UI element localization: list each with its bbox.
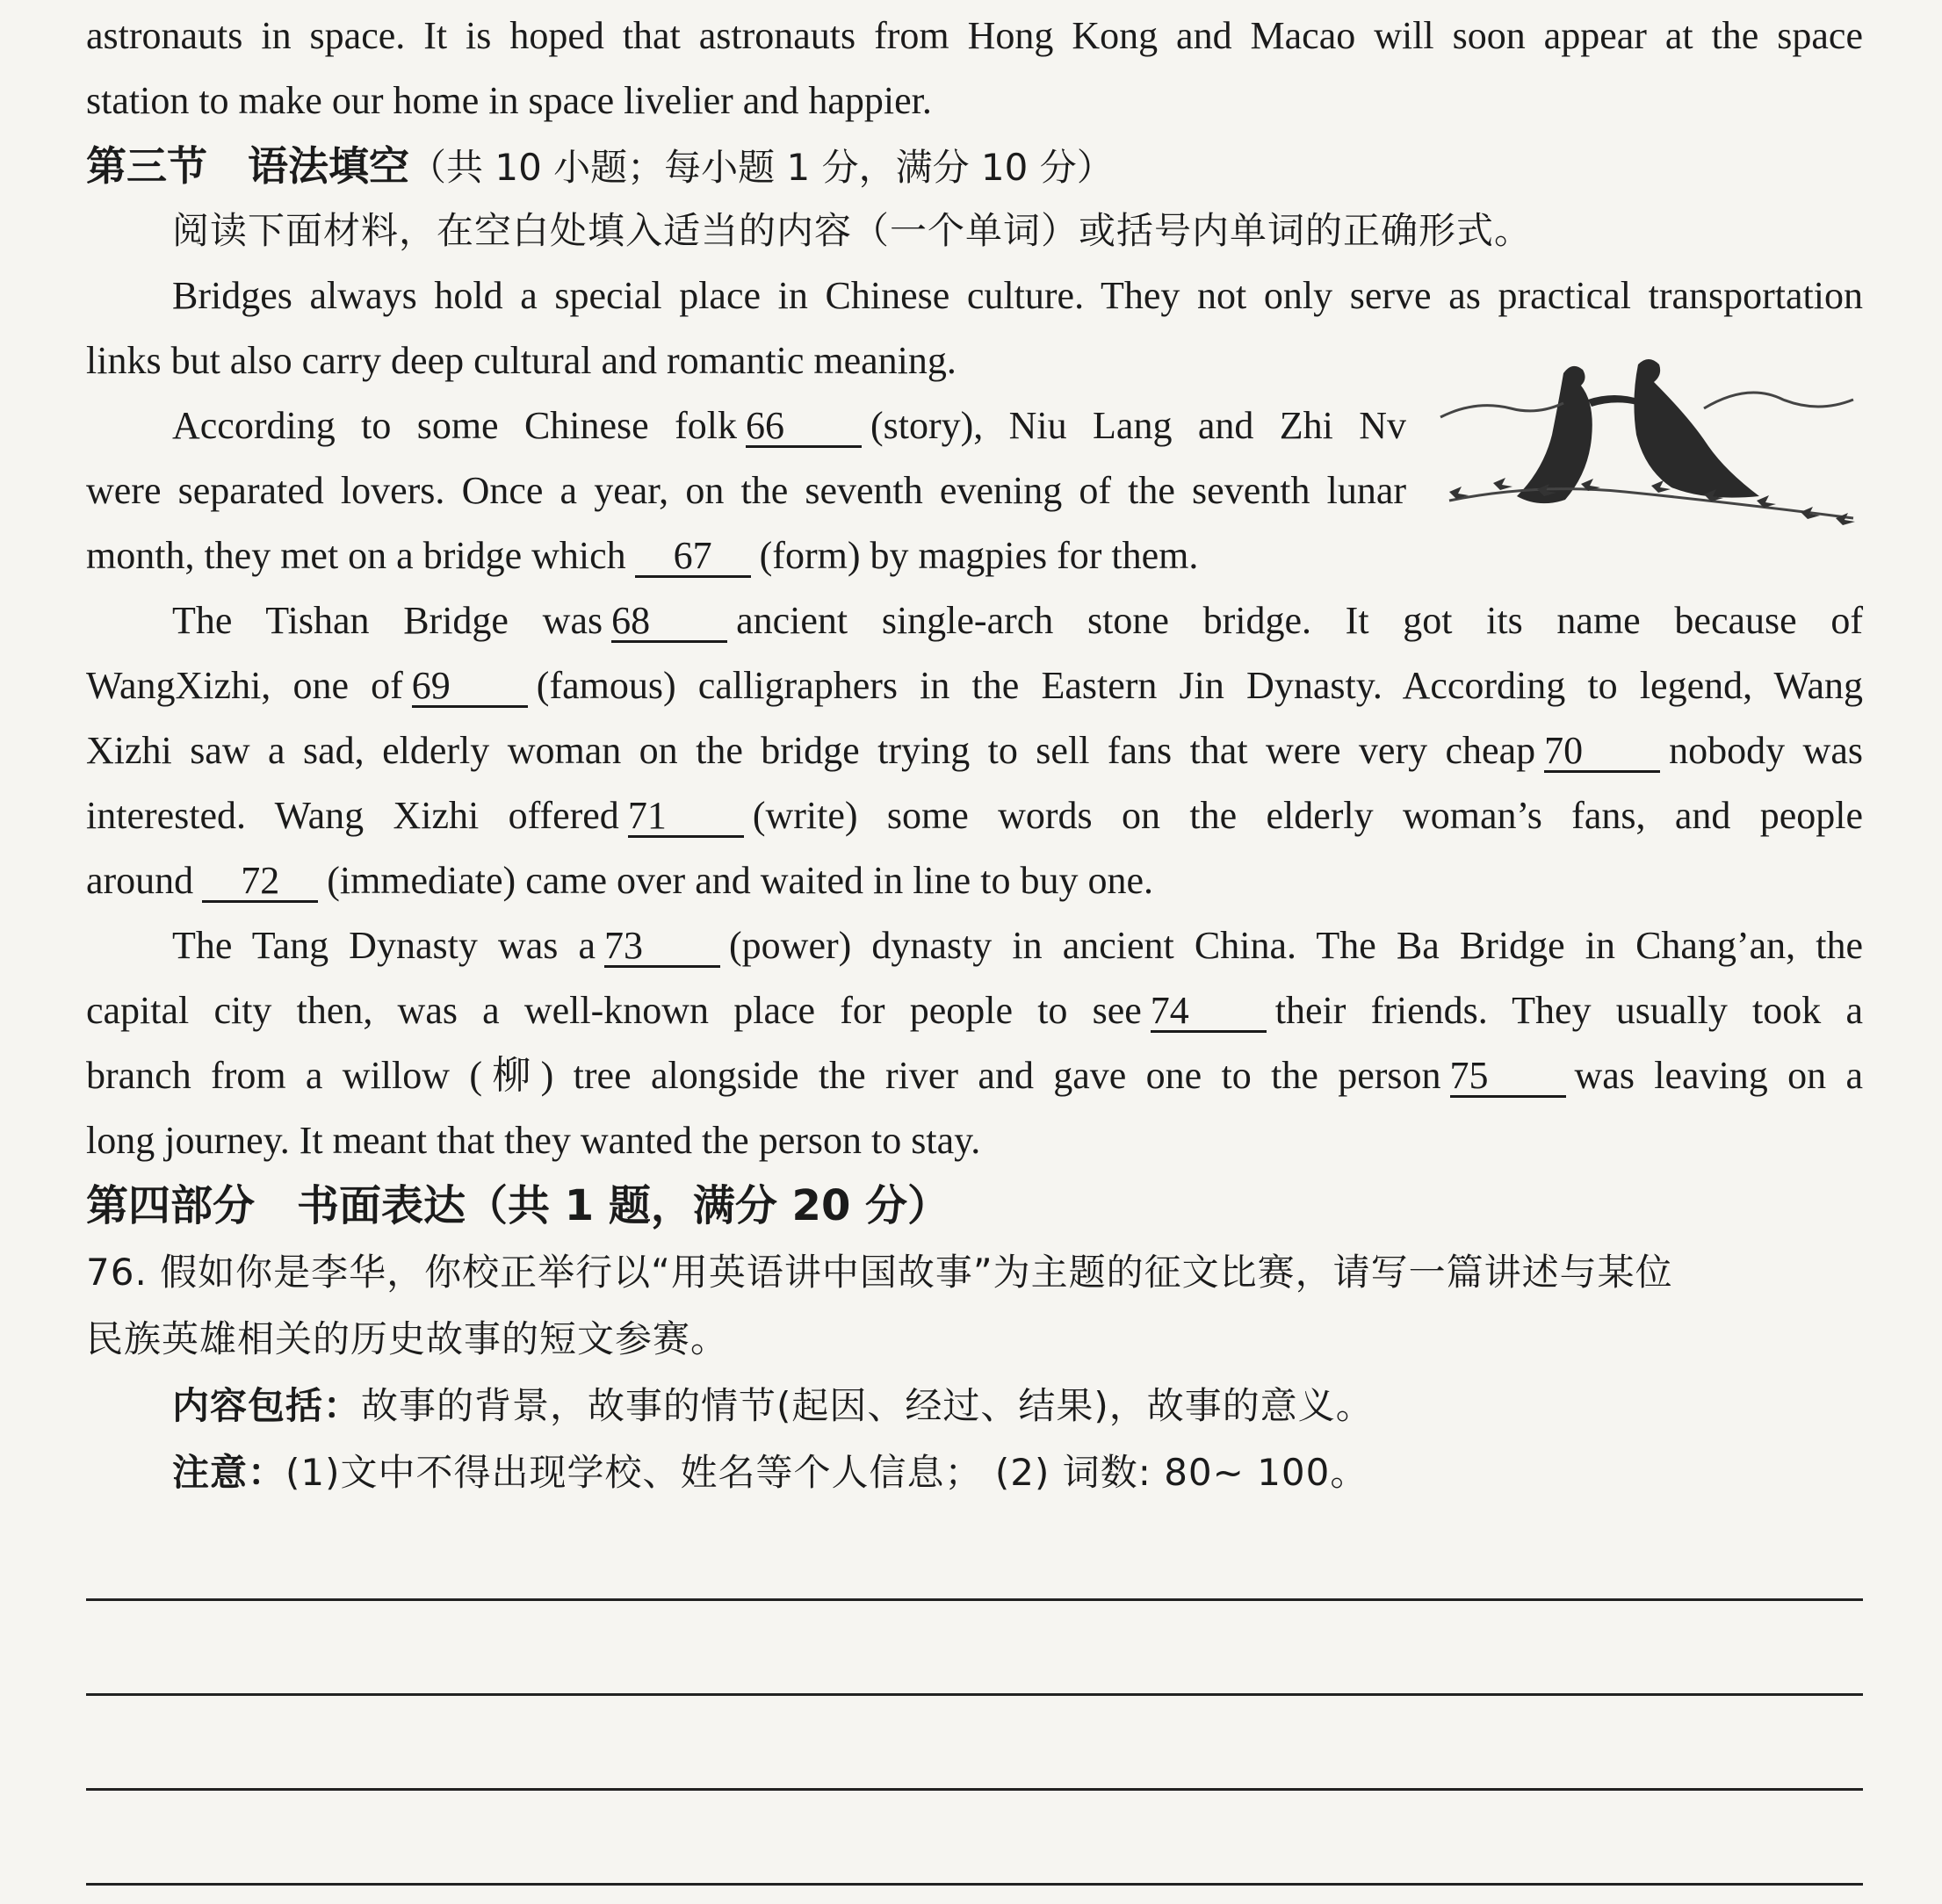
blank-66[interactable]: 66 [746,407,862,448]
cowherd-weaver-girl-illustration [1432,338,1862,549]
notice-label: 注意： [172,1451,286,1494]
text-segment: (power) dynasty in ancient China. The Ba Bridge in Chang’an, the [729,924,1863,967]
q76-content [172,1374,1863,1439]
section3-instruction: 阅读下面材料，在空白处填入适当的内容（一个单词）或括号内单词的正确形式。 [172,209,1533,252]
text-segment: Xizhi saw a sad, elderly woman on the bridge trying to sell fans that were very cheap [86,729,1536,772]
text-segment: their friends. They usually took a [1274,989,1863,1032]
p3-line-4 [86,783,1863,848]
text-segment: around [86,859,194,902]
text-segment: (form) by magpies for them. [759,534,1199,577]
text-segment: The Tang Dynasty was a [172,924,596,967]
q76-line-1: 76. 假如你是李华，你校正举行以“用英语讲中国故事”为主题的征文比赛，请写一篇讲述与某位 [86,1251,1673,1294]
blank-73[interactable]: 73 [604,927,720,968]
p1-line-1: Bridges always hold a special place in Chinese culture. They not only serve as practical transportation [172,274,1863,317]
text-segment: was leaving on a [1574,1054,1863,1097]
blank-70[interactable]: 70 [1544,732,1660,773]
text-segment: (famous) calligraphers in the Eastern Jin Dynasty. According to legend, Wang [536,664,1863,707]
blank-68[interactable]: 68 [611,602,727,643]
text-segment: The Tishan Bridge was [172,599,603,642]
p4-line-1 [172,913,1863,978]
blank-74[interactable]: 74 [1151,992,1267,1033]
p4-line-2 [86,978,1863,1043]
content-label: 内容包括： [172,1384,362,1427]
section3-heading [86,133,1863,200]
text-segment: interested. Wang Xizhi offered [86,794,619,837]
blank-67[interactable]: 67 [635,537,751,578]
section3-note: （共 10 小题；每小题 1 分，满分 10 分） [409,146,1114,189]
p3-line-3 [86,718,1863,783]
text-segment: (write) some words on the elderly woman’s fans, and people [752,794,1863,837]
part4-heading [86,1173,1863,1238]
text-segment: branch from a willow (柳) tree alongside the river and gave one to the person [86,1054,1441,1097]
p4-line-3 [86,1043,1863,1108]
text-segment: WangXizhi, one of [86,664,403,707]
p4-line-4: long journey. It meant that they wanted the person to stay. [86,1119,981,1162]
writing-line-1[interactable] [86,1598,1863,1601]
text-segment: month, they met on a bridge which [86,534,626,577]
text-segment: ancient single-arch stone bridge. It got its name because of [736,599,1863,642]
q76-line-2: 民族英雄相关的历史故事的短文参赛。 [86,1317,729,1360]
blank-69[interactable]: 69 [412,667,528,708]
q76-notice [172,1440,1863,1505]
text-segment: capital city then, was a well-known place for people to see [86,989,1142,1032]
blank-71[interactable]: 71 [628,797,744,838]
p3-line-5 [86,848,1863,913]
notice-text: (1)文中不得出现学校、姓名等个人信息； (2) 词数: 80~ 100。 [285,1451,1368,1494]
text-segment: (immediate) came over and waited in line to buy one. [327,859,1153,902]
p1-line-2: links but also carry deep cultural and romantic meaning. [86,339,957,382]
p2-line-2: were separated lovers. Once a year, on the seventh evening of the seventh lunar [86,469,1406,512]
writing-line-3[interactable] [86,1788,1863,1791]
passage-end-line-1: astronauts in space. It is hoped that astronauts from Hong Kong and Macao will soon appear at the space [86,14,1863,57]
content-text: 故事的背景，故事的情节(起因、经过、结果)，故事的意义。 [361,1384,1374,1427]
p2-line-1 [172,393,1406,458]
blank-75[interactable]: 75 [1450,1057,1566,1098]
p3-line-1 [172,588,1863,653]
writing-line-2[interactable] [86,1693,1863,1696]
section3-title: 第三节 语法填空 [86,142,409,190]
writing-line-4[interactable] [86,1883,1863,1886]
blank-72[interactable]: 72 [202,862,318,903]
p3-line-2 [86,653,1863,718]
text-segment: According to some Chinese folk [172,404,737,447]
text-segment: (story), Niu Lang and Zhi Nv [870,404,1406,447]
part4-note: （共 1 题，满分 20 分） [466,1181,950,1230]
passage-end-line-2: station to make our home in space livelier and happier. [86,79,932,122]
text-segment: nobody was [1669,729,1863,772]
part4-title: 第四部分 书面表达 [86,1181,466,1230]
